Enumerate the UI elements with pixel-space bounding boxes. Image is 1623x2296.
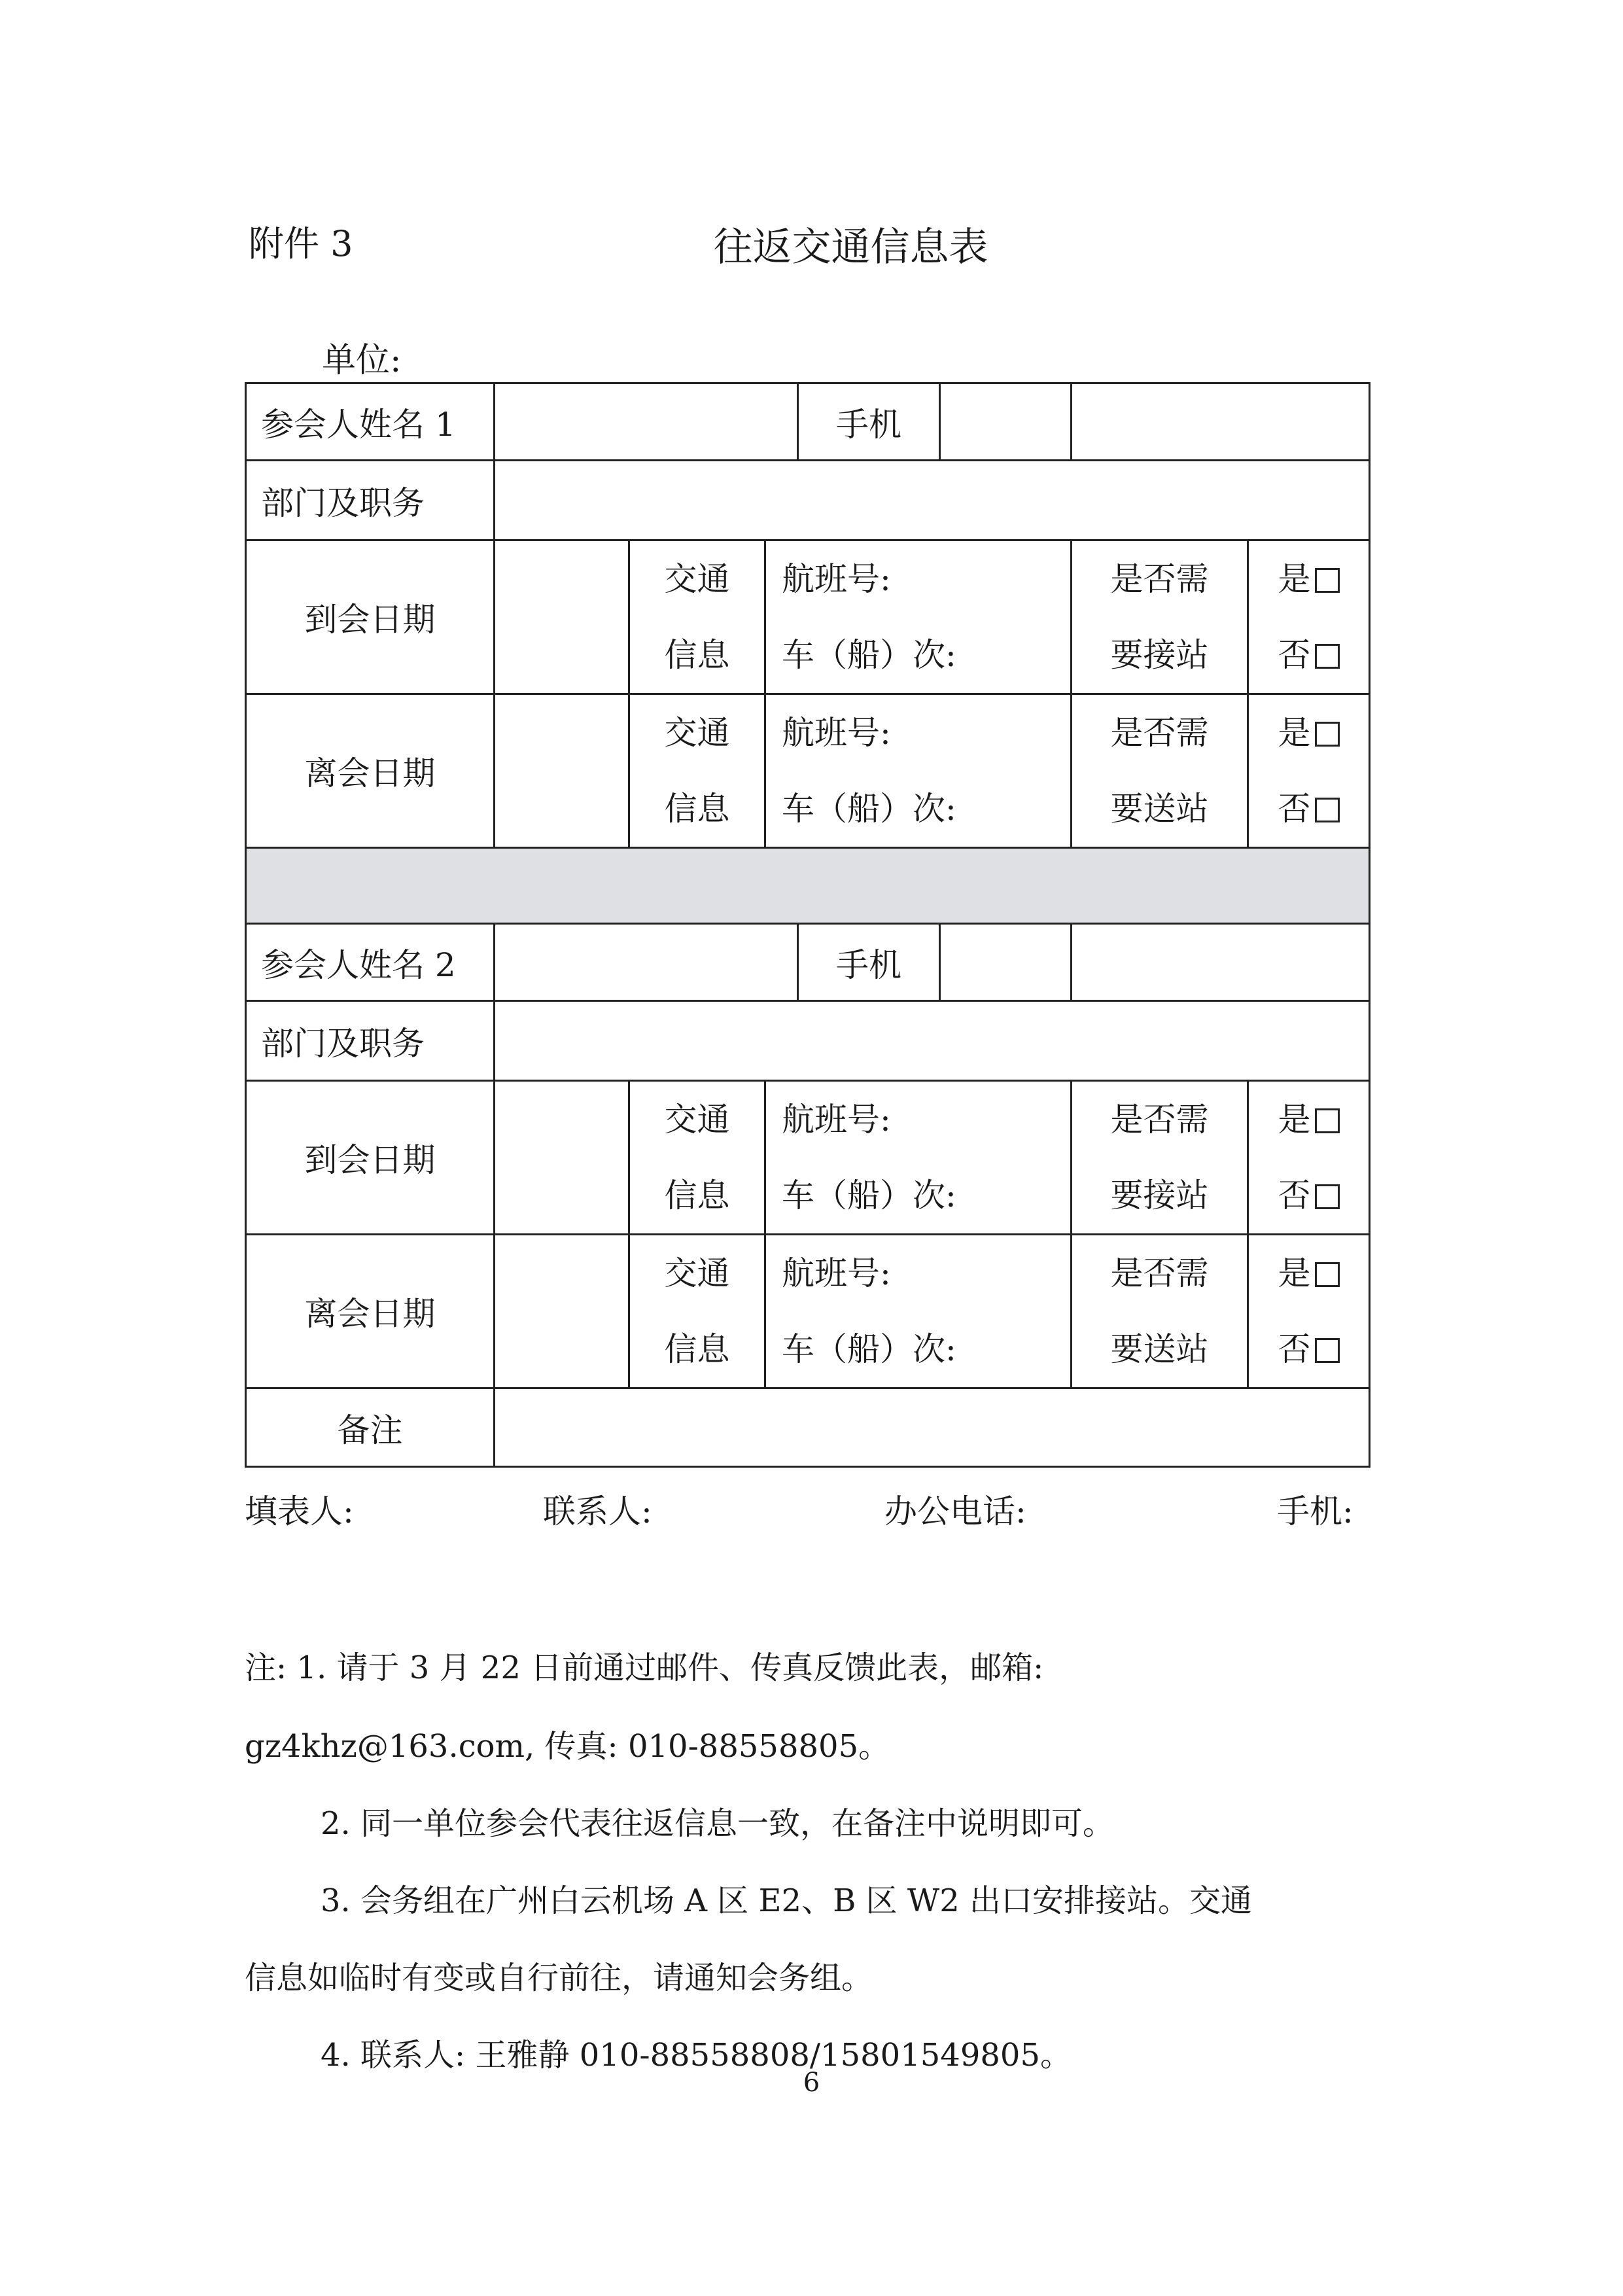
participant-2-phone-field-a[interactable] [941, 925, 1070, 1000]
section-divider [246, 848, 1370, 924]
participant-1-arrive-traffic-info[interactable]: 航班号: 车（船）次: [765, 540, 1072, 694]
participant-2-arrive-date-field[interactable] [495, 1081, 629, 1235]
page-number: 6 [803, 2068, 820, 2098]
participant-1-phone-field[interactable] [1072, 383, 1370, 461]
contact-label: 联系人: [543, 1492, 652, 1530]
participant-2-dropoff-question: 是否需 要送站 [1072, 1235, 1248, 1388]
pickup-yes-checkbox[interactable] [1315, 1108, 1340, 1133]
note-1-line-2: gz4khz@163.com, 传真: 010-88558805。 [245, 1728, 890, 1765]
participant-2-dropoff-choice: 是 否 [1248, 1235, 1370, 1388]
pickup-no-checkbox[interactable] [1315, 644, 1340, 669]
pickup-yes-checkbox[interactable] [1315, 568, 1340, 593]
attachment-label: 附件 3 [249, 223, 353, 264]
participant-2-arrive-traffic-info[interactable]: 航班号: 车（船）次: [765, 1081, 1072, 1235]
remark-field[interactable] [495, 1388, 1370, 1467]
participant-2-phone-field[interactable] [1072, 924, 1370, 1001]
participant-1-arrive-date-label: 到会日期 [246, 540, 495, 694]
participant-1-leave-date-field[interactable] [495, 694, 629, 848]
participant-1-dept-field[interactable] [495, 461, 1370, 540]
participant-2-pickup-choice: 是 否 [1248, 1081, 1370, 1235]
participant-1-arrive-date-field[interactable] [495, 540, 629, 694]
participant-2-leave-traffic-label: 交通 信息 [629, 1235, 765, 1388]
note-1-line-1: 注: 1. 请于 3 月 22 日前通过邮件、传真反馈此表，邮箱: [245, 1650, 1044, 1686]
participant-1-leave-date-label: 离会日期 [246, 694, 495, 848]
participant-2-phone-label: 手机 [799, 925, 941, 1000]
dropoff-yes-checkbox[interactable] [1315, 1262, 1340, 1287]
participant-2-name-field[interactable] [495, 924, 798, 1001]
filler-label: 填表人: [245, 1492, 354, 1530]
participant-2-dept-label: 部门及职务 [246, 1001, 495, 1081]
remark-label: 备注 [246, 1388, 495, 1467]
participant-2-dept-field[interactable] [495, 1001, 1370, 1081]
dropoff-no-checkbox[interactable] [1315, 1338, 1340, 1363]
page-title: 往返交通信息表 [713, 224, 988, 270]
unit-label: 单位: [322, 341, 402, 380]
participant-1-name-field[interactable] [495, 383, 798, 461]
pickup-no-checkbox[interactable] [1315, 1184, 1340, 1209]
note-4: 4. 联系人: 王雅静 010-88558808/15801549805。 [321, 2037, 1072, 2074]
note-3-line-1: 3. 会务组在广州白云机场 A 区 E2、B 区 W2 出口安排接站。交通 [321, 1882, 1252, 1919]
participant-1-pickup-choice: 是 否 [1248, 540, 1370, 694]
dropoff-no-checkbox[interactable] [1315, 798, 1340, 822]
participant-1-dropoff-question: 是否需 要送站 [1072, 694, 1248, 848]
note-2: 2. 同一单位参会代表往返信息一致，在备注中说明即可。 [321, 1805, 1115, 1842]
participant-2-phone-cell [798, 924, 1072, 1001]
participant-1-leave-traffic-label: 交通 信息 [629, 694, 765, 848]
participant-1-name-label: 参会人姓名 1 [246, 383, 495, 461]
participant-1-phone-label: 手机 [799, 384, 941, 459]
participant-1-arrive-traffic-label: 交通 信息 [629, 540, 765, 694]
participant-2-leave-date-field[interactable] [495, 1235, 629, 1388]
mobile-label: 手机: [1277, 1492, 1353, 1530]
traffic-info-table [245, 382, 1370, 1468]
participant-2-name-label: 参会人姓名 2 [246, 924, 495, 1001]
office-phone-label: 办公电话: [884, 1492, 1026, 1530]
participant-2-leave-date-label: 离会日期 [246, 1235, 495, 1388]
participant-1-dept-label: 部门及职务 [246, 461, 495, 540]
participant-1-dropoff-choice: 是 否 [1248, 694, 1370, 848]
participant-2-pickup-question: 是否需 要接站 [1072, 1081, 1248, 1235]
participant-1-leave-traffic-info[interactable]: 航班号: 车（船）次: [765, 694, 1072, 848]
participant-2-arrive-traffic-label: 交通 信息 [629, 1081, 765, 1235]
participant-2-arrive-date-label: 到会日期 [246, 1081, 495, 1235]
dropoff-yes-checkbox[interactable] [1315, 722, 1340, 747]
participant-1-phone-cell [798, 383, 1072, 461]
participant-2-leave-traffic-info[interactable]: 航班号: 车（船）次: [765, 1235, 1072, 1388]
note-3-line-2: 信息如临时有变或自行前往，请通知会务组。 [245, 1960, 873, 1996]
participant-1-pickup-question: 是否需 要接站 [1072, 540, 1248, 694]
participant-1-phone-field-a[interactable] [941, 384, 1070, 459]
